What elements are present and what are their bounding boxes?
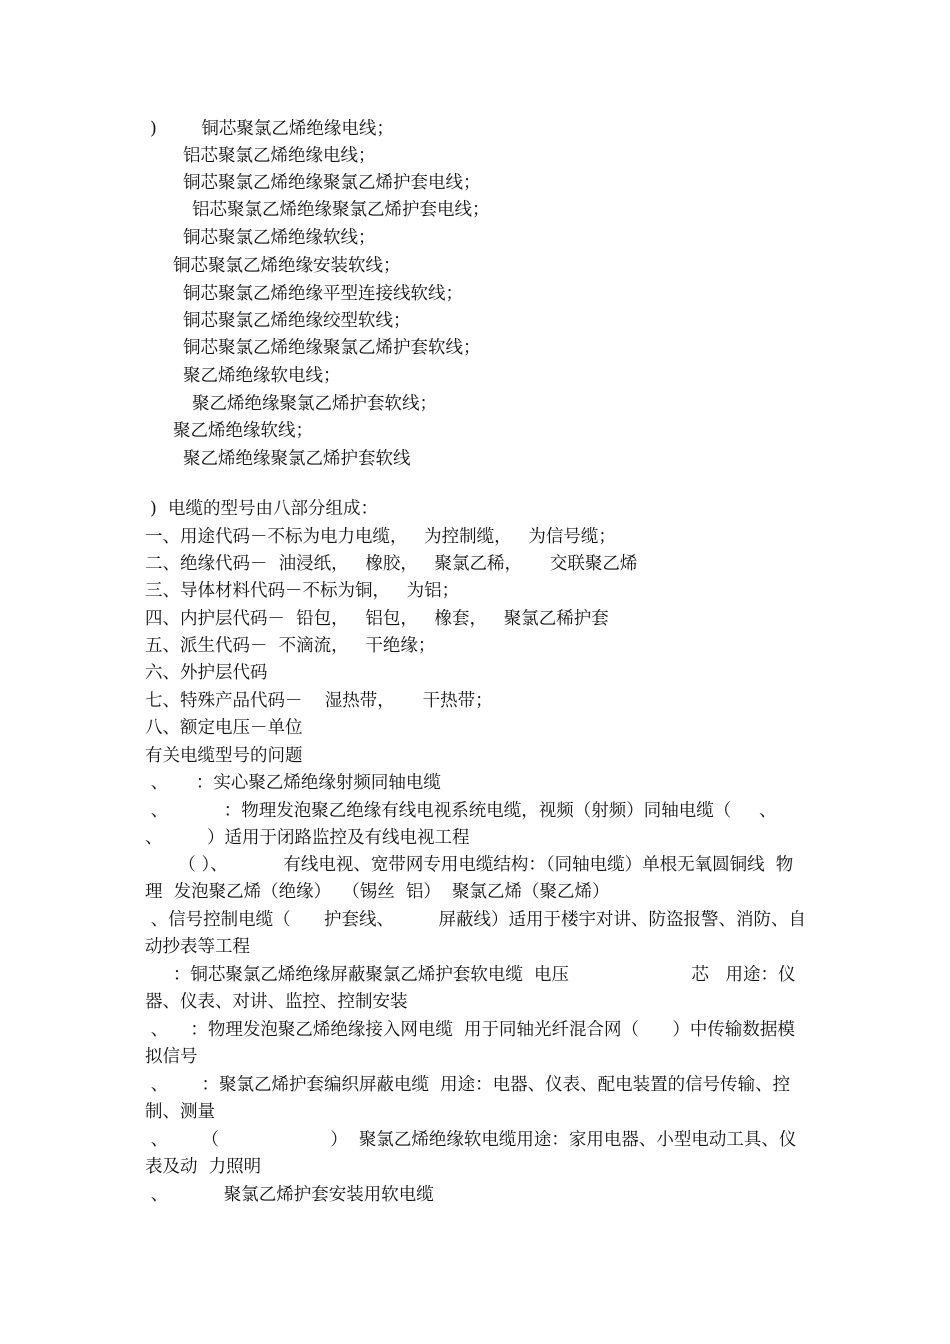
faq-title: 有关电缆型号的问题 xyxy=(145,746,303,766)
wire-list-item: 铝芯聚氯乙烯绝缘电线； xyxy=(183,146,376,166)
faq-item: 、 ：物理发泡聚乙绝缘有线电视系统电缆，视频（射频）同轴电缆（ 、 、 ）适用于闭路监控及有线电视工程 xyxy=(145,801,810,848)
wire-list-item: 聚乙烯绝缘聚氯乙烯护套软线； xyxy=(192,394,437,414)
faq-item: 、 ：物理发泡聚乙烯绝缘接入网电缆 用于同轴光纤混合网（ ）中传输数据模拟信号 xyxy=(145,1020,795,1067)
faq-item: 、 聚氯乙烯护套安装用软电缆 xyxy=(145,1185,434,1205)
wire-list-item: 聚乙烯绝缘软线； xyxy=(173,421,313,441)
cable-model-part: 二、绝缘代码－ 油浸纸， 橡胶， 聚氯乙稀， 交联聚乙烯 xyxy=(145,554,638,574)
wire-list-item: 铜芯聚氯乙烯绝缘聚氯乙烯护套软线； xyxy=(183,338,481,358)
faq-item: （ ）、 有线电视、宽带网专用电缆结构：（同轴电缆）单根无氧圆铜线 物理 发泡聚乙烯（绝缘） （锡丝 铝） 聚氯乙烯（聚乙烯） xyxy=(145,855,794,902)
faq-item: 、信号控制电缆（ 护套线、 屏蔽线）适用于楼宇对讲、防盗报警、消防、自动抄表等工程 xyxy=(145,910,806,957)
wire-list-item: 聚乙烯绝缘软电线； xyxy=(183,366,341,386)
wire-list-item: 铜芯聚氯乙烯绝缘绞型软线； xyxy=(183,311,411,331)
wire-list-item: 聚乙烯绝缘聚氯乙烯护套软线 xyxy=(183,449,411,469)
wire-list-item: 铜芯聚氯乙烯绝缘安装软线； xyxy=(173,256,401,276)
faq-item: 、 （ ） 聚氯乙烯绝缘软电缆用途：家用电器、小型电动工具、仪表及动 力照明 xyxy=(145,1130,797,1177)
faq-item: ：铜芯聚氯乙烯绝缘屏蔽聚氯乙烯护套软电缆 电压 芯 用途：仪器、仪表、对讲、监控、控制安装 xyxy=(145,965,796,1012)
faq-item: 、 ：实心聚乙烯绝缘射频同轴电缆 xyxy=(145,773,441,793)
cable-model-part: 八、额定电压－单位 xyxy=(145,718,303,738)
wire-list-item: 铜芯聚氯乙烯绝缘平型连接线软线； xyxy=(183,284,463,304)
wire-list-item: 铝芯聚氯乙烯绝缘聚氯乙烯护套电线； xyxy=(192,200,490,220)
cable-model-intro: ) 电缆的型号由八部分组成： xyxy=(150,499,378,519)
faq-item: 、 ：聚氯乙烯护套编织屏蔽电缆 用途：电器、仪表、配电装置的信号传输、控制、测量 xyxy=(145,1075,791,1122)
wire-list-item: 铜芯聚氯乙烯绝缘软线； xyxy=(183,228,376,248)
cable-model-part: 七、特殊产品代码－ 湿热带， 干热带； xyxy=(145,691,493,711)
cable-model-part: 一、用途代码－不标为电力电缆， 为控制缆， 为信号缆； xyxy=(145,527,616,547)
wire-list-item: ) 铜芯聚氯乙烯绝缘电线； xyxy=(150,119,394,139)
cable-model-part: 五、派生代码－ 不滴流， 干绝缘； xyxy=(145,636,436,656)
cable-model-part: 四、内护层代码－ 铅包， 铝包， 橡套， 聚氯乙稀护套 xyxy=(145,609,609,629)
cable-model-part: 三、导体材料代码－不标为铜， 为铝； xyxy=(145,581,460,601)
cable-model-part: 六、外护层代码 xyxy=(145,663,268,683)
wire-list-item: 铜芯聚氯乙烯绝缘聚氯乙烯护套电线； xyxy=(183,173,481,193)
